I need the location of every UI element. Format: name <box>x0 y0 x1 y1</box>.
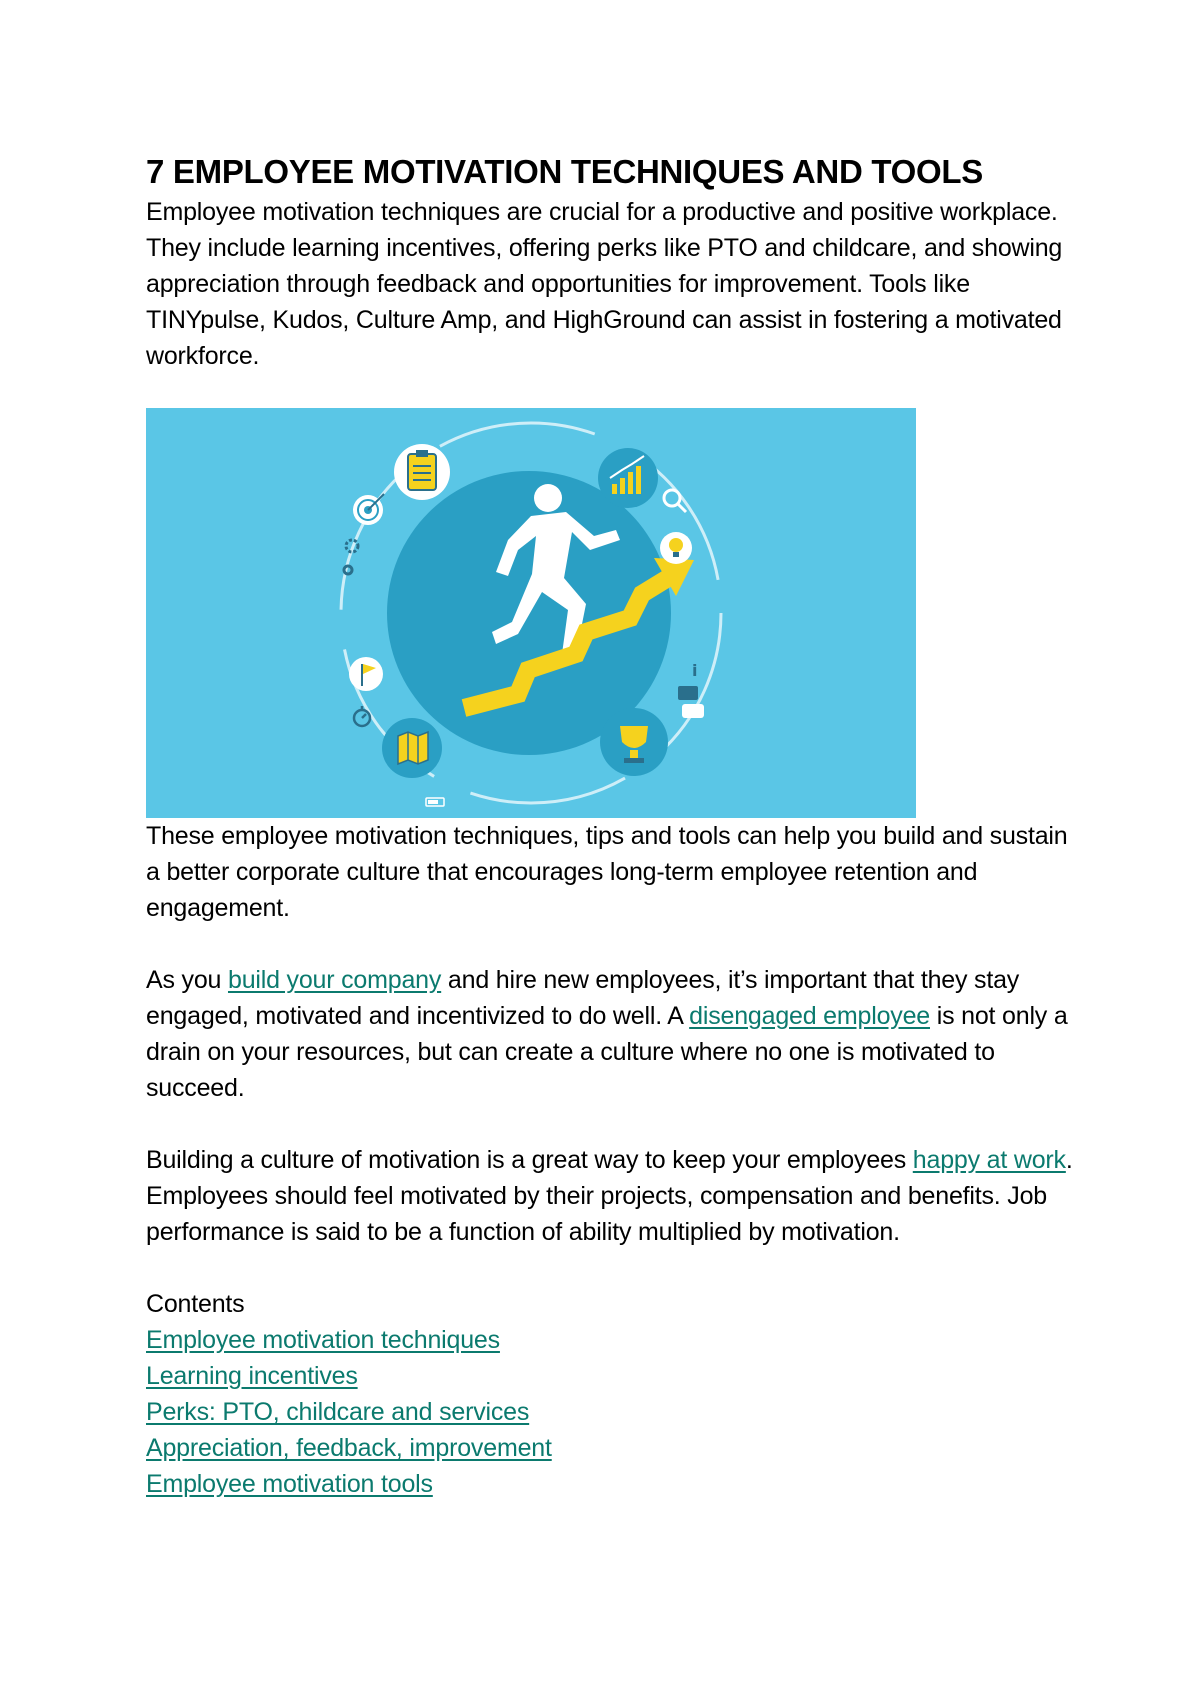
flag-icon <box>349 657 383 691</box>
trophy-icon <box>600 708 668 776</box>
map-icon <box>382 718 442 778</box>
spacer <box>146 1250 1076 1286</box>
text-span: . Employees should feel motivated by their projects, compensation and benefits. Job performance is said to be a function of ability multiplied by motivation. <box>146 1146 1073 1246</box>
page-title: 7 EMPLOYEE MOTIVATION TECHNIQUES AND TOOLS <box>146 153 983 190</box>
text-span: and hire new employees, it’s important that they stay engaged, motivated and incentivized to do well. A <box>146 966 1020 1030</box>
text-span: Building a culture of motivation is a great way to keep your employees <box>146 1146 913 1174</box>
paragraph-culture: These employee motivation techniques, tips and tools can help you build and sustain a better corporate culture that encourages long-term employee retention and engagement. <box>146 822 1068 922</box>
link-disengaged-employee[interactable]: disengaged employee <box>689 1002 930 1030</box>
toc-link-perks[interactable]: Perks: PTO, childcare and services <box>146 1398 530 1426</box>
lightbulb-icon <box>660 532 692 564</box>
contents-heading: Contents <box>146 1290 245 1318</box>
toc-link-appreciation[interactable]: Appreciation, feedback, improvement <box>146 1434 552 1462</box>
bar-chart-icon <box>598 448 658 508</box>
spacer <box>146 926 1076 962</box>
link-build-your-company[interactable]: build your company <box>227 966 442 994</box>
motivation-illustration <box>146 408 916 818</box>
toc-link-tools[interactable]: Employee motivation tools <box>146 1470 433 1498</box>
svg-text:i: i <box>692 661 698 680</box>
toc-link-techniques[interactable]: Employee motivation techniques <box>146 1326 500 1354</box>
spacer <box>146 1106 1076 1142</box>
intro-paragraph: Employee motivation techniques are crucial for a productive and positive workplace. They include learning incentives, offering perks like PTO and childcare, and showing appreciation through feedback and opportunities for improvement. Tools like TINYpulse, Kudos, Culture Amp, and HighGround can assist in fostering a motivated workforce. <box>146 198 1063 370</box>
table-of-contents <box>146 1286 1076 1502</box>
document-body <box>146 150 1076 1502</box>
paragraph-motivation-culture <box>146 1142 1076 1250</box>
text-span: As you <box>146 966 228 994</box>
link-happy-at-work[interactable]: happy at work <box>912 1146 1066 1174</box>
paragraph-engagement <box>146 962 1076 1106</box>
toc-link-learning-incentives[interactable]: Learning incentives <box>146 1362 358 1390</box>
text-span: is not only a drain on your resources, but can create a culture where no one is motivated to succeed. <box>146 1002 1068 1102</box>
clipboard-icon <box>394 444 450 500</box>
